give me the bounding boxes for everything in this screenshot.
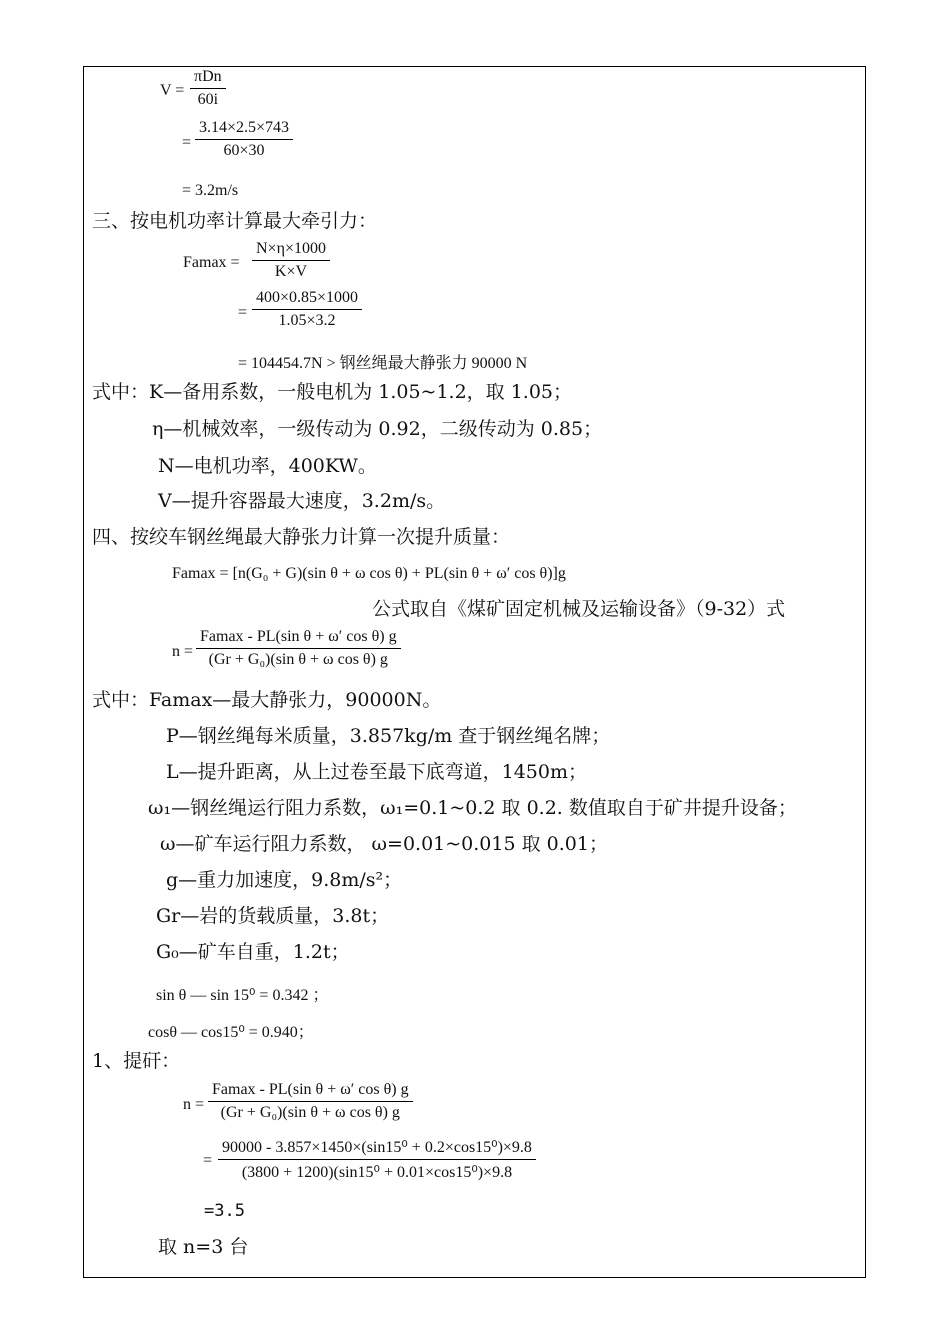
formula-v-numerator: πDn [190,68,226,89]
formula-n-fraction [196,628,401,669]
formula-v-lhs: V = [160,82,185,99]
formula-n-numerator: Famax - PL(sin θ + ω′ cos θ) g [196,628,401,649]
var-famax: 式中：Famax—最大静张力，90000N。 [92,689,442,711]
formula-source: 公式取自《煤矿固定机械及运输设备》（9-32）式 [372,598,786,620]
var-cos: cosθ — cos15⁰ = 0.940； [148,1024,314,1041]
formula-famax-lhs: Famax = [183,254,240,271]
formula-n2-sub-lhs: = [203,1152,213,1169]
formula-famax-sub-denominator: 1.05×3.2 [278,312,336,329]
var-sin: sin θ — sin 15⁰ = 0.342 ； [156,987,329,1004]
formula-v-sub-fraction [195,119,293,160]
formula-v-sub-numerator: 3.14×2.5×743 [195,119,293,140]
formula-n-lhs: n = [172,643,194,660]
var-omega: ω—矿车运行阻力系数， ω=0.01~0.015 取 0.01； [160,833,608,855]
var-g: g—重力加速度，9.8m/s²； [166,869,403,891]
result-take: 取 n=3 台 [158,1236,249,1258]
where-k: 式中：K—备用系数，一般电机为 1.05~1.2，取 1.05； [92,381,573,403]
formula-n2-numerator: Famax - PL(sin θ + ω′ cos θ) g [208,1081,413,1102]
formula-famax-result: = 104454.7N > 钢丝绳最大静张力 90000 N [238,355,528,372]
formula-n2-denominator: (Gr + G₀)(sin θ + ω cos θ) g [220,1104,400,1121]
formula-famax-sub-fraction [252,289,362,330]
formula-n2-sub-denominator: (3800 + 1200)(sin15⁰ + 0.01×cos15⁰)×9.8 [241,1164,513,1181]
var-p: P—钢丝绳每米质量，3.857kg/m 查于钢丝绳名牌； [166,725,611,747]
formula-n2-lhs: n = [183,1096,205,1113]
var-gr: Gr—岩的货载质量，3.8t； [156,905,390,927]
formula-n2-fraction [208,1081,413,1122]
formula-n2-sub-fraction [218,1137,536,1182]
where-n: N—电机功率，400KW。 [158,455,377,477]
var-g0: G₀—矿车自重，1.2t； [156,941,350,963]
formula-famax-numerator: N×η×1000 [252,240,330,261]
where-v: V—提升容器最大速度，3.2m/s。 [158,490,446,512]
var-omega1: ω₁—钢丝绳运行阻力系数，ω₁=0.1~0.2 取 0.2. 数值取自于矿井提升设备； [148,797,797,819]
formula-famax-fraction [252,240,330,281]
result-value: =3.5 [204,1201,245,1221]
formula-v-fraction [190,68,226,109]
formula-n-denominator: (Gr + G₀)(sin θ + ω cos θ) g [208,651,388,668]
where-eta: η—机械效率，一级传动为 0.92，二级传动为 0.85； [152,418,603,440]
subsection-1: 1、提矸： [92,1050,181,1072]
formula-famax-denominator: K×V [274,263,308,280]
formula-n2-sub-numerator: 90000 - 3.857×1450×(sin15⁰ + 0.2×cos15⁰)×9.8 [218,1137,536,1160]
formula-v-sub-lhs: = [182,134,192,151]
formula-static-tension: Famax = [n(G₀ + G)(sin θ + ω cos θ) + PL(sin θ + ω′ cos θ)]g [172,565,566,582]
var-l: L—提升距离，从上过卷至最下底弯道，1450m； [166,761,587,783]
section-heading-3: 三、按电机功率计算最大牵引力： [92,210,378,232]
formula-v-sub-denominator: 60×30 [223,142,265,159]
formula-v-result: = 3.2m/s [182,182,239,199]
formula-famax-sub-numerator: 400×0.85×1000 [252,289,362,310]
section-heading-4: 四、按绞车钢丝绳最大静张力计算一次提升质量： [92,526,511,548]
formula-famax-sub-lhs: = [238,304,248,321]
formula-v-denominator: 60i [197,91,219,108]
